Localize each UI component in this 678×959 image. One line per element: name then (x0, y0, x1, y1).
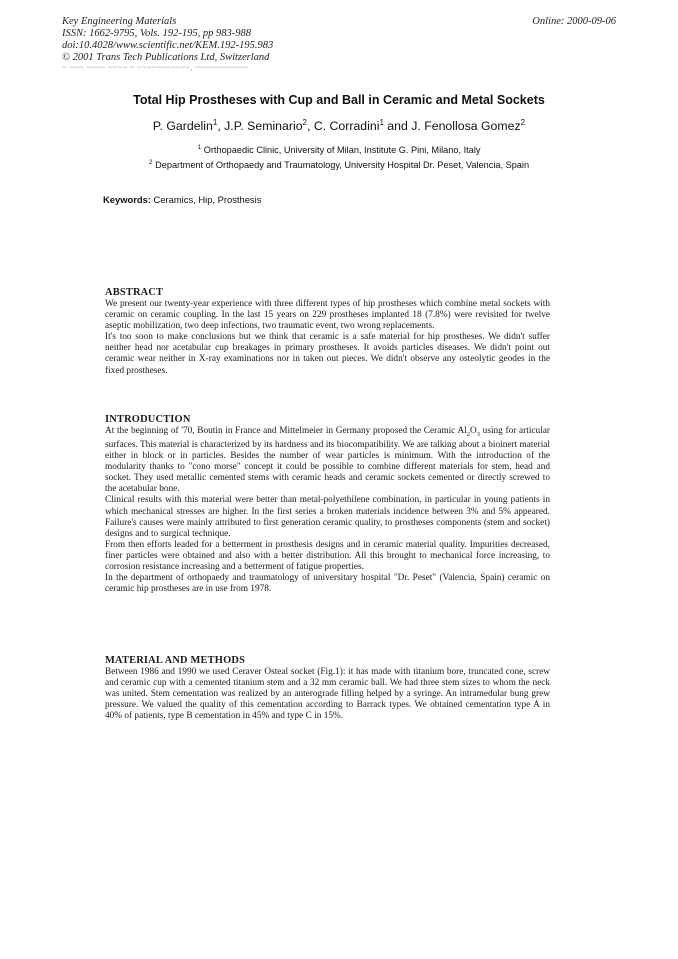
author-affiliation-mark: 1 (212, 118, 218, 127)
keywords-text: Ceramics, Hip, Prosthesis (153, 194, 262, 205)
affiliation-text: Department of Orthopaedy and Traumatology, University Hospital Dr. Peset, Valencia, Spain (155, 160, 530, 171)
introduction-paragraph (105, 426, 550, 495)
copyright-line: © 2001 Trans Tech Publications Ltd, Switzerland (62, 52, 270, 63)
introduction-paragraph: From then efforts leaded for a betterment in prosthesis designs and in ceramic material quality. Impurities decreased, finer particles were obtained and also with a better distribution. All this brought to mechanical force increasing, to corrosion resistance increasing and a betterment of fatigue properties. (105, 539, 550, 572)
issn-line: ISSN: 1662-9795, Vols. 192-195, pp 983-988 (62, 28, 251, 39)
online-date: Online: 2000-09-06 (532, 16, 616, 27)
faded-copyright-watermark: ~ ~~~ ~~~~ ~~~~ ~ ~~~~~~~~~~~, ~~~~~~~~~~~ (62, 63, 249, 72)
methods-section (105, 655, 550, 722)
methods-heading: MATERIAL AND METHODS (105, 655, 246, 666)
affiliation-1 (0, 144, 678, 155)
author-name: J. Fenollosa Gomez (411, 119, 521, 134)
abstract-section (105, 287, 550, 377)
subscript: 2 (466, 430, 471, 438)
introduction-paragraph: Clinical results with this material were better than metal-polyethilene combination, in particular in young patients in which mechanical stresses are higher. In the first series a broken materials incidence between 3% and 5% appeared. Failure's causes were mainly attributed to first generation ceramic quality, to prostheses components (stem and socket) designs and to surgical technique. (105, 495, 550, 539)
keywords-line (103, 194, 261, 205)
paragraph-text: At the beginning of '70, Boutin in France and Mittelmeier in Germany proposed the Ceramic Al (105, 426, 467, 436)
paper-title: Total Hip Prostheses with Cup and Ball in Ceramic and Metal Sockets (133, 93, 545, 107)
author-name: P. Gardelin (152, 119, 213, 134)
introduction-paragraph: In the department of orthopaedy and traumatology of universitary hospital "Dr. Peset" (Valencia, Spain) ceramic on ceramic hip prostheses are in use from 1978. (105, 573, 550, 595)
citation-header (62, 16, 273, 64)
journal-name: Key Engineering Materials (62, 16, 177, 27)
paragraph-text: using for articular surfaces. This material is characterized by its hardness and its biocompatibility. We are talking about a bioinert material either in block or in particles. Besides the number of wear particles is minimum. With the introduction of the modularity thanks to "cono morse" concept it could be possible to combine different materials for stem, head and socket. They used metallic cemented stems with ceramic heads and ceramic sockets cemented or directly screwed to the acetabular bone. (105, 426, 550, 495)
abstract-paragraph: It's too soon to make conclusions but we think that ceramic is a safe material for hip prostheses. We didn't suffer neither head nor acetabular cup breakages in primary prostheses. It avoids particles diseases. We didn't point out ceramic wear neither in X-ray examinations nor in taken out pieces. We didn't observe any osteolytic geodes in the fixed prostheses. (105, 332, 550, 376)
abstract-heading: ABSTRACT (105, 287, 164, 298)
author-affiliation-mark: 2 (302, 118, 307, 127)
methods-paragraph: Between 1986 and 1990 we used Ceraver Osteal socket (Fig.1): it has made with titanium bore, truncated cone, screw and ceramic cup with a cemented titanium stem and a 32 mm ceramic ball. We had three stem sizes to whom the neck was united. Stem cementation was realized by an anterograde filling helped by a syringe. An intramedular bung grew pressure. We valued the quality of this cementation according to Barrack types. We obtained cementation type A in 40% of patients, type B cementation in 45% and type C in 15%. (105, 667, 550, 722)
keywords-label: Keywords: (103, 194, 151, 205)
introduction-heading: INTRODUCTION (105, 414, 191, 425)
author-name: J.P. Seminario (224, 119, 303, 134)
affiliation-text: Orthopaedic Clinic, University of Milan, Institute G. Pini, Milano, Italy (203, 145, 481, 156)
paragraph-text: O (470, 426, 477, 436)
author-affiliation-mark: 1 (379, 118, 384, 127)
affiliation-number: 1 (197, 144, 202, 151)
affiliation-2 (0, 159, 678, 170)
affiliation-number: 2 (148, 159, 153, 166)
doi-link[interactable]: doi:10.4028/www.scientific.net/KEM.192-195.983 (62, 40, 274, 51)
subscript: 3 (476, 430, 480, 438)
introduction-section (105, 414, 550, 595)
abstract-paragraph: We present our twenty-year experience with three different types of hip prostheses which combine metal sockets with ceramic on ceramic coupling. In the last 15 years on 229 prostheses implanted 18 (7.8%) were revisited for twelve aseptic mobilization, two deep infections, two traumatic event, two wrong replacements. (105, 299, 550, 332)
author-name: C. Corradini (313, 119, 380, 134)
author-affiliation-mark: 2 (520, 118, 526, 127)
author-list: P. Gardelin$^1$, J.P. Seminario$^2$, C. Corradini$^1$ and J. Fenollosa Gomez$^2$ (152, 118, 526, 134)
